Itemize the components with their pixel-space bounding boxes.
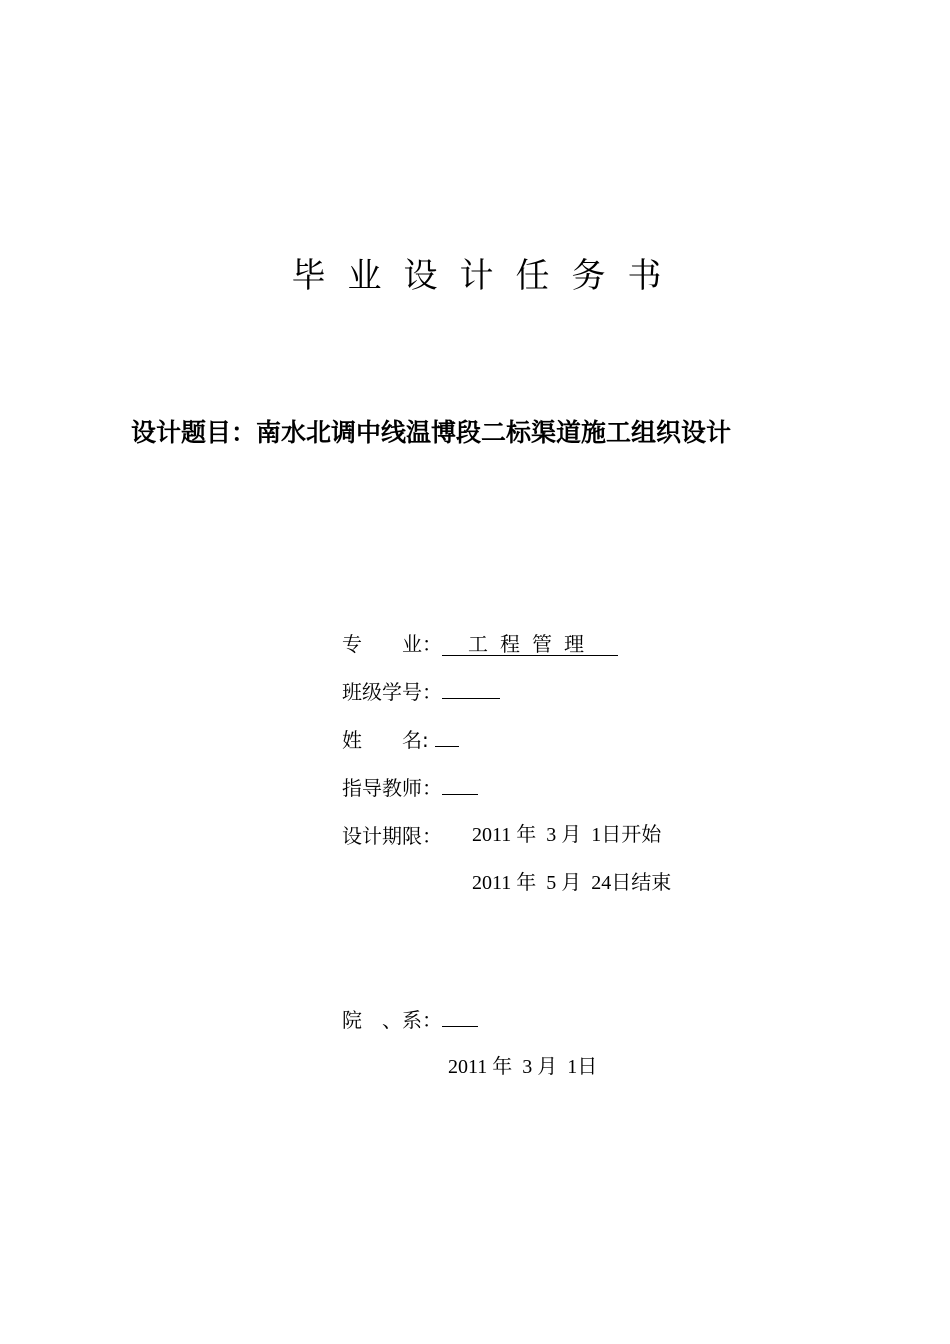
period-label: 设计期限：	[342, 824, 442, 848]
document-title: 毕业设计任务书	[291, 256, 684, 296]
end-month-unit: 月	[561, 870, 582, 894]
start-year: 2011	[472, 824, 512, 846]
dept-blank	[442, 1006, 478, 1027]
major-value: 工程管理	[442, 633, 618, 656]
name-blank	[435, 726, 459, 747]
issue-year-unit: 年	[492, 1054, 513, 1078]
name-label: 姓 名:	[342, 728, 429, 752]
dept-field	[342, 1004, 478, 1033]
start-day: 1	[591, 824, 602, 846]
advisor-blank	[442, 774, 478, 795]
advisor-field	[342, 772, 478, 801]
dept-label: 院 、系：	[342, 1008, 442, 1032]
major-field	[342, 628, 618, 657]
subject-label: 设计题目：	[131, 418, 257, 447]
advisor-label: 指导教师：	[342, 776, 442, 800]
issue-month-unit: 月	[537, 1054, 558, 1078]
class-id-blank	[442, 678, 500, 699]
major-label: 专 业：	[342, 632, 442, 656]
issue-month: 3	[522, 1056, 533, 1078]
issue-day-unit: 日	[577, 1054, 598, 1078]
period-field	[342, 820, 442, 849]
issue-year: 2011	[448, 1056, 488, 1078]
start-month-unit: 月	[561, 822, 582, 846]
class-id-field	[342, 676, 500, 705]
end-year-unit: 年	[516, 870, 537, 894]
end-month: 5	[546, 872, 557, 894]
start-day-unit: 日开始	[601, 822, 662, 846]
end-day: 24	[591, 872, 612, 894]
period-end-date	[472, 866, 671, 895]
class-id-label: 班级学号：	[342, 680, 442, 704]
start-year-unit: 年	[516, 822, 537, 846]
end-day-unit: 日结束	[611, 870, 672, 894]
subject-value: 南水北调中线温博段二标渠道施工组织设计	[256, 418, 732, 447]
period-start-date	[472, 818, 661, 847]
start-month: 3	[546, 824, 557, 846]
issue-date	[448, 1050, 597, 1079]
end-year: 2011	[472, 872, 512, 894]
design-subject	[131, 413, 731, 449]
name-field	[342, 724, 459, 753]
issue-day: 1	[567, 1056, 578, 1078]
